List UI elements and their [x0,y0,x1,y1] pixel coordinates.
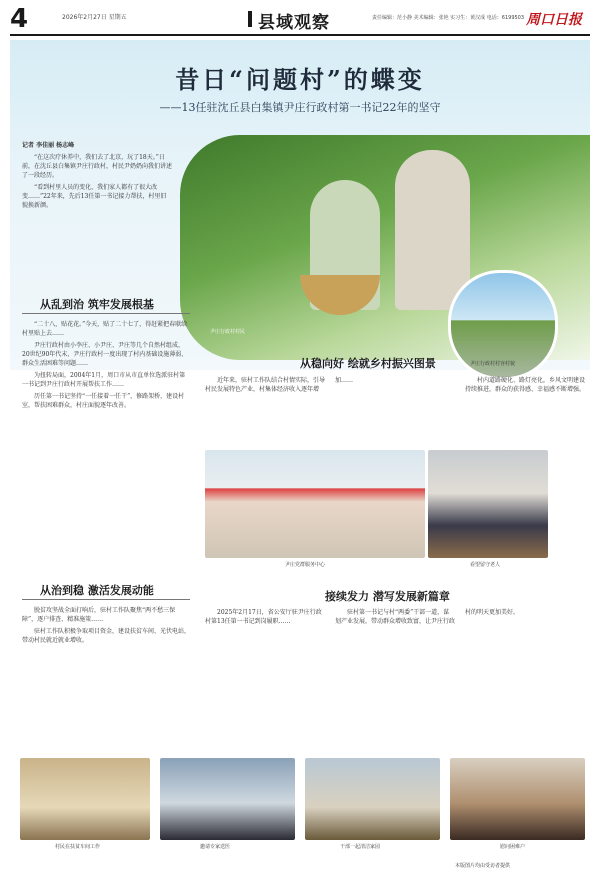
section-heading-2: 从稳向好 绘就乡村振兴图景 [300,357,436,370]
section-title: 县域观察 [258,8,330,33]
paragraph: 尹庄行政村由小李庄、小尹庄、尹庄等几个自然村组成，20世纪90年代末，尹庄行政村一度出现了村内基础设施薄弱、群众生活困难等问题…… [22,342,188,367]
section-rule [22,599,190,600]
gallery-caption: 邀请专家送医 [200,844,231,850]
editor-credits: 责任编辑：范小静 美术编辑：张艳 实习生：黄汉成 电话：6199503 [372,15,525,21]
section-body-4 [205,608,585,746]
byline: 记者 李佳丽 杨志峰 [22,142,75,149]
paragraph: “二十八，贴花花。”今天，贴了二十七了，得赶紧把春联给村里贴上去…… [22,321,188,337]
paragraph: 为扭转局面，2004年1月，周口市从市直单位选派驻村第一书记到尹庄行政村开展帮扶工作…… [22,372,186,388]
photo-person-man [395,150,470,310]
visiting-elderly-photo [428,450,548,558]
workshop-photo [20,758,150,840]
article-title: 昔日“问题村”的蝶变 [175,65,425,94]
paragraph: 驻村第一书记与村“两委”干部一道，谋划产业发展，带动群众增收致富，让尹庄行政村的明天更加美好。 [335,609,520,625]
building-photo-caption: 尹庄党群服务中心 [285,562,326,568]
paragraph: 2025年2月17日，省公安厅驻尹庄行政村第13任第一书记到岗履职…… [205,609,322,625]
village-cleaning-photo [305,758,440,840]
section-body-1 [22,320,190,565]
medical-visit-photo [160,758,295,840]
section-body-3 [22,606,190,746]
circle-photo-caption: 尹庄行政村村容村貌 [470,361,516,367]
section-heading-1: 从乱到治 筑牢发展根基 [40,298,154,311]
gallery-caption: 慰问困难户 [500,844,526,850]
paragraph: 村内道路硬化、路灯亮化，乡风文明建设持续推进，群众的获得感、幸福感不断增强。 [465,377,585,393]
section-heading-3: 从治到稳 激活发展动能 [40,584,154,597]
paragraph: 脱贫攻坚战全面打响后，驻村工作队聚焦“两不愁三保障”，逐户排查、精准施策…… [22,607,176,623]
section-heading-4: 接续发力 潜写发展新篇章 [325,590,450,603]
main-photo-caption: 尹庄行政村村民 [210,329,246,335]
visit-household-photo [450,758,585,840]
header-divider [10,34,590,36]
paragraph: 历任第一书记坚持“一任接着一任干”，修路架桥，建设村室，帮扶困难群众，村庄面貌逐年改善。 [22,393,185,409]
photo-credit: 本版图片均由受访者提供 [455,863,511,869]
page-number: 4 [10,4,29,34]
paragraph: 驻村工作队积极争取项目资金，建设扶贫车间、光伏电站，带动村民就近就业增收。 [22,628,190,644]
issue-date: 2026年2月27日 星期五 [62,14,127,21]
section-body-2 [205,376,585,444]
lead-paragraph: “看到村里人员的变化，我们家人都有了很大改变……”22年来，先后13任第一书记接力帮扶，村里旧貌换新颜。 [22,184,167,209]
section-rule [22,313,190,314]
gallery-caption: 村民在扶贫车间工作 [55,844,101,850]
article-subtitle: ——13任驻沈丘县白集镇尹庄行政村第一书记22年的坚守 [159,101,441,114]
newspaper-logo: 周口日报 [526,12,582,28]
gallery-caption: 干部一起清洁家园 [340,844,381,850]
article-lead [22,140,172,290]
paragraph: 近年来，驻村工作队结合村情实际，引导村民发展特色产业，村集体经济收入逐年增加…… [205,377,354,393]
lead-paragraph: “在这次疗休养中，我们去了北京，玩了18天。”日前，在沈丘县白集镇尹庄行政村，村民尹奶奶向我们讲述了一段经历。 [22,154,173,179]
party-service-center-photo [205,450,425,558]
volunteer-photo-caption: 看望留守老人 [470,562,501,568]
